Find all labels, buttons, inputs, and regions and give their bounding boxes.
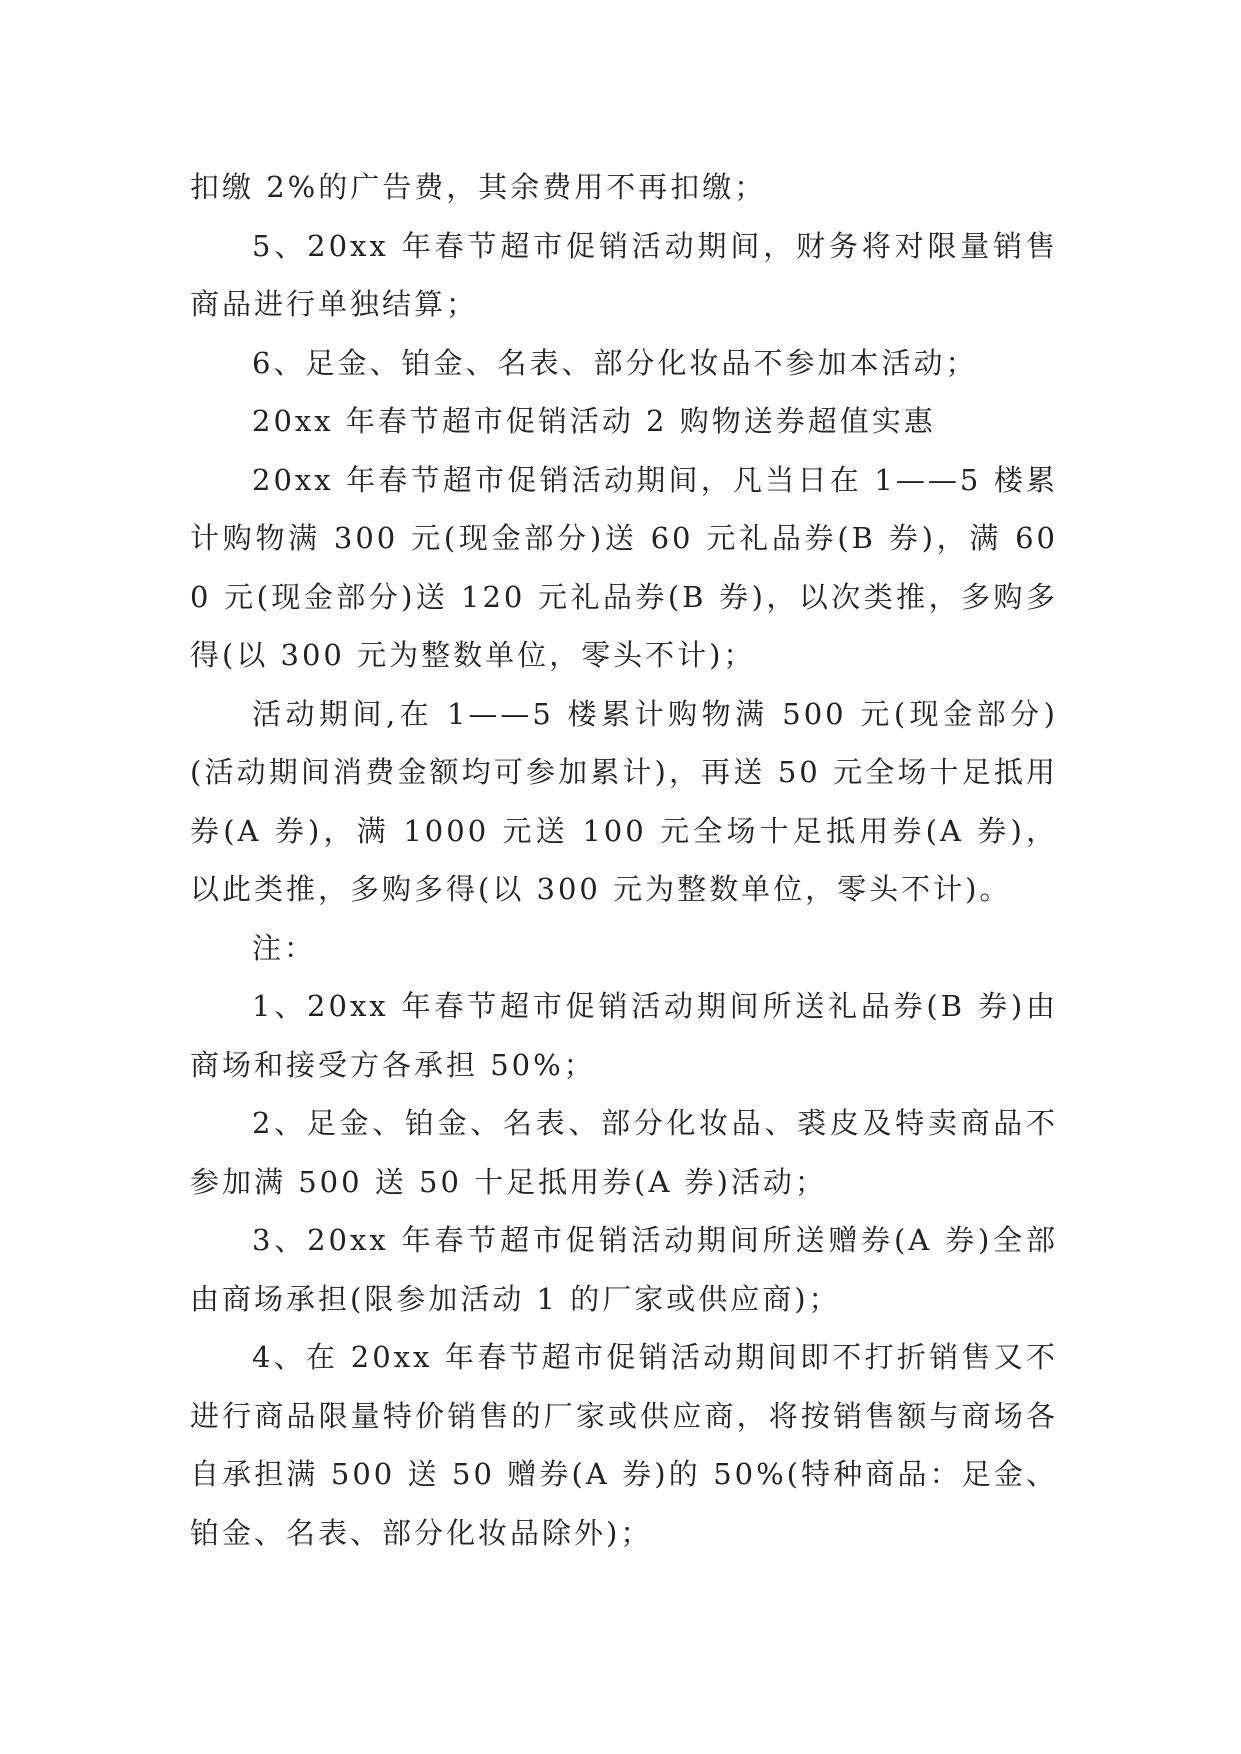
document-body bbox=[190, 158, 1058, 1562]
notes-heading: 注： bbox=[252, 930, 317, 965]
paragraph-ad-fee: 扣缴 2%的广告费，其余费用不再扣缴； bbox=[190, 170, 767, 204]
section-heading-activity-2: 20xx 年春节超市促销活动 2 购物送券超值实惠 bbox=[252, 404, 936, 438]
note-item-2: 2、足金、铂金、名表、部分化妆品、裘皮及特卖商品不参加满 500 送 50 十足抵用券(A 券)活动； bbox=[190, 1106, 1058, 1199]
paragraph-item-6: 6、足金、铂金、名表、部分化妆品不参加本活动； bbox=[252, 345, 978, 380]
note-item-1: 1、20xx 年春节超市促销活动期间所送礼品券(B 券)由商场和接受方各承担 50%； bbox=[190, 989, 1058, 1082]
paragraph-b-voucher-rules: 20xx 年春节超市促销活动期间，凡当日在 1——5 楼累计购物满 300 元(现金部分)送 60 元礼品券(B 券)，满 600 元(现金部分)送 120 元礼品券(B 券)，以次类推，多购多得(以 300 元为整数单位，零头不计)； bbox=[190, 462, 1058, 672]
paragraph-item-5: 5、20xx 年春节超市促销活动期间，财务将对限量销售商品进行单独结算； bbox=[190, 228, 1058, 321]
note-item-4: 4、在 20xx 年春节超市促销活动期间即不打折销售又不进行商品限量特价销售的厂家或供应商，将按销售额与商场各自承担满 500 送 50 赠券(A 券)的 50%(特种商品：足金、铂金、名表、部分化妆品除外)； bbox=[190, 1340, 1058, 1550]
paragraph-a-voucher-rules: 活动期间,在 1——5 楼累计购物满 500 元(现金部分)(活动期间消费金额均可参加累计)，再送 50 元全场十足抵用券(A 券)，满 1000 元送 100 元全场十足抵用券(A 券)，以此类推，多购多得(以 300 元为整数单位，零头不计)。 bbox=[190, 696, 1058, 906]
note-item-3: 3、20xx 年春节超市促销活动期间所送赠券(A 券)全部由商场承担(限参加活动 1 的厂家或供应商)； bbox=[190, 1223, 1058, 1316]
